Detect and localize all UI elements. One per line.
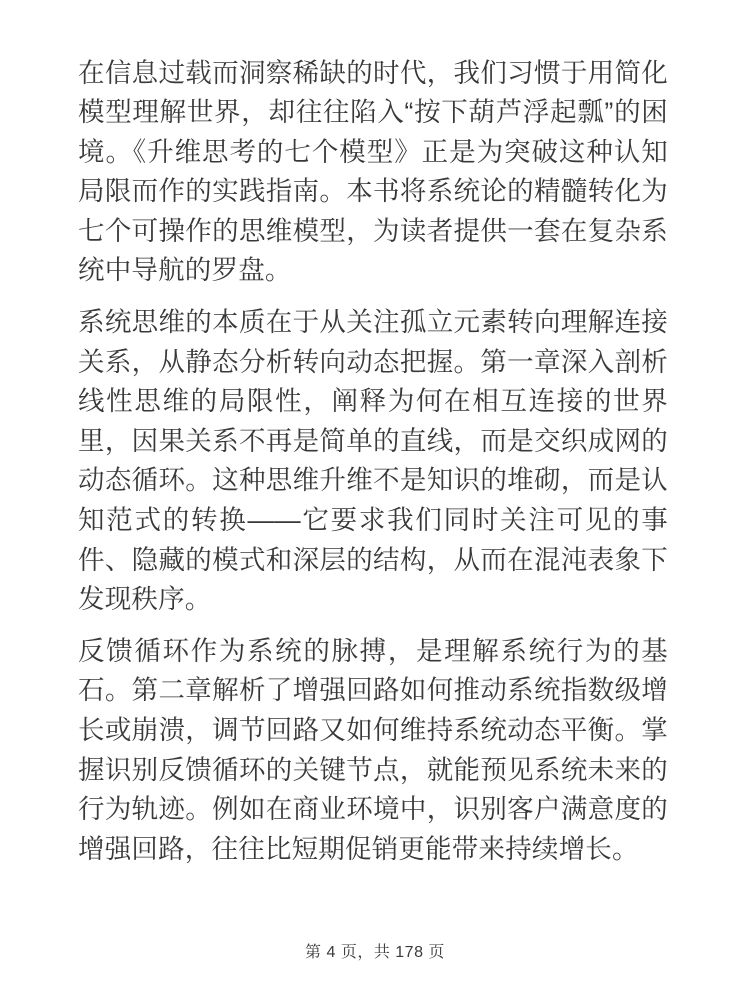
- page-body-text: [78, 54, 668, 870]
- paragraph-feedback-loops: 反馈循环作为系统的脉搏，是理解系统行为的基石。第二章解析了增强回路如何推动系统指数级增长或崩溃，调节回路又如何维持系统动态平衡。掌握识别反馈循环的关键节点，就能预见系统未来的行为轨迹。例如在商业环境中，识别客户满意度的增强回路，往往比短期促销更能带来持续增长。: [78, 635, 668, 864]
- paragraph-systems-thinking: 系统思维的本质在于从关注孤立元素转向理解连接关系，从静态分析转向动态把握。第一章深入剖析线性思维的局限性，阐释为何在相互连接的世界里，因果关系不再是简单的直线，而是交织成网的动态循环。这种思维升维不是知识的堆砌，而是认知范式的转换——它要求我们同时关注可见的事件、隐藏的模式和深层的结构，从而在混沌表象下发现秩序。: [78, 307, 668, 615]
- page-number-indicator: 第 4 页，共 178 页: [305, 944, 445, 961]
- paragraph-intro: 在信息过载而洞察稀缺的时代，我们习惯于用简化模型理解世界，却往往陷入“按下葫芦浮起瓢”的困境。《升维思考的七个模型》正是为突破这种认知局限而作的实践指南。本书将系统论的精髓转化为七个可操作的思维模型，为读者提供一套在复杂系统中导航的罗盘。: [78, 57, 668, 286]
